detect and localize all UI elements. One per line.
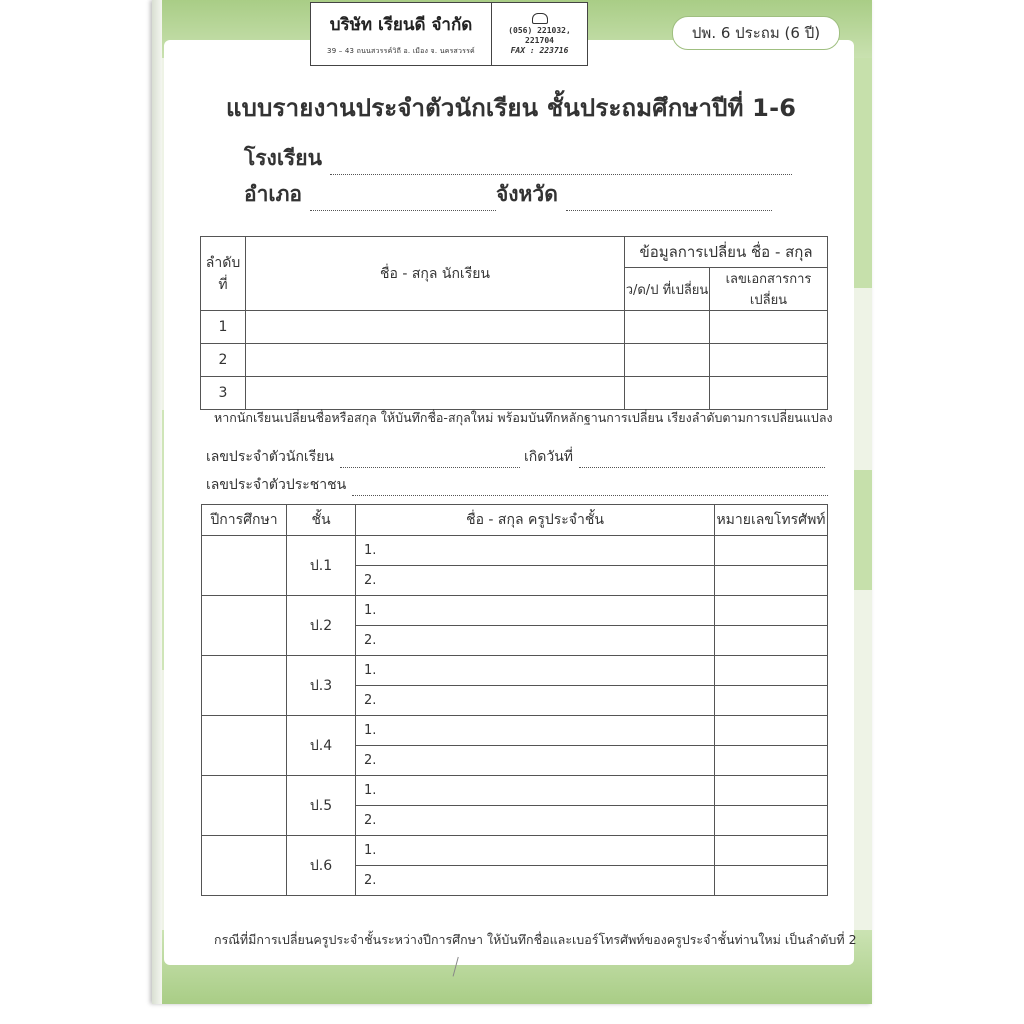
table-row (202, 656, 828, 686)
birth-date-input-line[interactable] (579, 455, 825, 468)
stamp-company: บริษัท เรียนดี จำกัด (329, 15, 473, 35)
phone-2-cell[interactable] (715, 566, 828, 596)
year-cell[interactable] (202, 536, 287, 596)
stamp-phone-1: (056) 221032, (508, 25, 571, 35)
teacher-2-cell[interactable]: 2. (356, 746, 715, 776)
birth-date-field (524, 446, 825, 468)
phone-1-cell[interactable] (715, 656, 828, 686)
change-date-cell[interactable] (625, 344, 710, 377)
year-cell[interactable] (202, 596, 287, 656)
phone-1-cell[interactable] (715, 596, 828, 626)
change-doc-cell[interactable] (710, 344, 828, 377)
col-change-header: ข้อมูลการเปลี่ยน ชื่อ - สกุล (625, 237, 828, 268)
col-date-header: ว/ด/ป ที่เปลี่ยน (625, 268, 710, 311)
col-year-header: ปีการศึกษา (202, 505, 287, 536)
school-label: โรงเรียน (244, 146, 322, 170)
grade-cell: ป.2 (287, 596, 356, 656)
phone-2-cell[interactable] (715, 626, 828, 656)
teacher-2-cell[interactable]: 2. (356, 566, 715, 596)
col-no-label-2: ที่ (218, 276, 228, 293)
grade-cell: ป.1 (287, 536, 356, 596)
form-code-badge: ปพ. 6 ประถม (6 ปี) (672, 16, 840, 50)
teacher-2-cell[interactable]: 2. (356, 806, 715, 836)
teacher-1-cell[interactable]: 1. (356, 656, 715, 686)
teacher-1-cell[interactable]: 1. (356, 536, 715, 566)
phone-1-cell[interactable] (715, 716, 828, 746)
teacher-table (201, 504, 828, 896)
phone-2-cell[interactable] (715, 686, 828, 716)
col-name-header: ชื่อ - สกุล นักเรียน (246, 237, 625, 311)
phone-2-cell[interactable] (715, 866, 828, 896)
phone-1-cell[interactable] (715, 536, 828, 566)
citizen-id-field (206, 474, 828, 496)
school-input-line[interactable] (330, 156, 792, 175)
province-input-line[interactable] (566, 192, 772, 211)
student-id-field (206, 446, 520, 468)
change-doc-cell[interactable] (710, 377, 828, 410)
col-teacher-header: ชื่อ - สกุล ครูประจำชั้น (356, 505, 715, 536)
stamp-fax: FAX : 223716 (510, 45, 569, 55)
student-name-cell[interactable] (246, 311, 625, 344)
telephone-icon (532, 13, 548, 24)
page-left-edge (152, 0, 162, 1004)
grade-cell: ป.6 (287, 836, 356, 896)
table-row (202, 776, 828, 806)
district-field (244, 178, 496, 211)
grade-cell: ป.3 (287, 656, 356, 716)
district-label: อำเภอ (244, 182, 303, 206)
name-change-table (200, 236, 828, 410)
page-title: แบบรายงานประจำตัวนักเรียน ชั้นประถมศึกษาปีที่ 1-6 (226, 94, 797, 122)
change-date-cell[interactable] (625, 311, 710, 344)
school-field (244, 142, 792, 175)
year-cell[interactable] (202, 656, 287, 716)
stamp-address: 39 – 43 ถนนสวรรค์วิถี อ. เมือง จ. นครสวรรค์ (327, 47, 475, 55)
col-doc-header: เลขเอกสารการเปลี่ยน (710, 268, 828, 311)
table-row (202, 836, 828, 866)
phone-1-cell[interactable] (715, 776, 828, 806)
grade-cell: ป.5 (287, 776, 356, 836)
row-number: 2 (201, 344, 246, 377)
table-row (202, 536, 828, 566)
publisher-stamp (310, 2, 588, 66)
teacher-change-note: กรณีที่มีการเปลี่ยนครูประจำชั้นระหว่างปีการศึกษา ให้บันทึกชื่อและเบอร์โทรศัพท์ของครูประจำชั้นท่านใหม่ เป็นลำดับที่ 2 (214, 932, 857, 947)
change-doc-cell[interactable] (710, 311, 828, 344)
col-grade-header: ชั้น (287, 505, 356, 536)
col-no-label: ลำดับ (205, 254, 241, 271)
table-row (201, 344, 828, 377)
table-row (202, 596, 828, 626)
student-name-cell[interactable] (246, 344, 625, 377)
teacher-2-cell[interactable]: 2. (356, 626, 715, 656)
col-phone-header: หมายเลขโทรศัพท์ (715, 505, 828, 536)
citizen-id-input-line[interactable] (352, 483, 828, 496)
row-number: 1 (201, 311, 246, 344)
province-field (496, 178, 772, 211)
table-row (201, 311, 828, 344)
change-date-cell[interactable] (625, 377, 710, 410)
name-change-note: หากนักเรียนเปลี่ยนชื่อหรือสกุล ให้บันทึกชื่อ-สกุลใหม่ พร้อมบันทึกหลักฐานการเปลี่ยน เรียงลำดับตามการเปลี่ยนแปลง (214, 410, 833, 425)
teacher-2-cell[interactable]: 2. (356, 686, 715, 716)
grade-cell: ป.4 (287, 716, 356, 776)
phone-2-cell[interactable] (715, 806, 828, 836)
teacher-1-cell[interactable]: 1. (356, 776, 715, 806)
teacher-2-cell[interactable]: 2. (356, 866, 715, 896)
col-no-header (201, 237, 246, 311)
phone-1-cell[interactable] (715, 836, 828, 866)
province-label: จังหวัด (496, 182, 558, 206)
teacher-1-cell[interactable]: 1. (356, 836, 715, 866)
teacher-1-cell[interactable]: 1. (356, 716, 715, 746)
year-cell[interactable] (202, 716, 287, 776)
teacher-1-cell[interactable]: 1. (356, 596, 715, 626)
table-row (201, 377, 828, 410)
year-cell[interactable] (202, 776, 287, 836)
district-input-line[interactable] (310, 192, 496, 211)
row-number: 3 (201, 377, 246, 410)
citizen-id-label: เลขประจำตัวประชาชน (206, 477, 347, 493)
stamp-phone-2: 221704 (525, 35, 554, 45)
year-cell[interactable] (202, 836, 287, 896)
student-name-cell[interactable] (246, 377, 625, 410)
student-id-input-line[interactable] (340, 455, 520, 468)
phone-2-cell[interactable] (715, 746, 828, 776)
birth-date-label: เกิดวันที่ (524, 449, 574, 465)
table-row (202, 716, 828, 746)
student-id-label: เลขประจำตัวนักเรียน (206, 449, 335, 465)
